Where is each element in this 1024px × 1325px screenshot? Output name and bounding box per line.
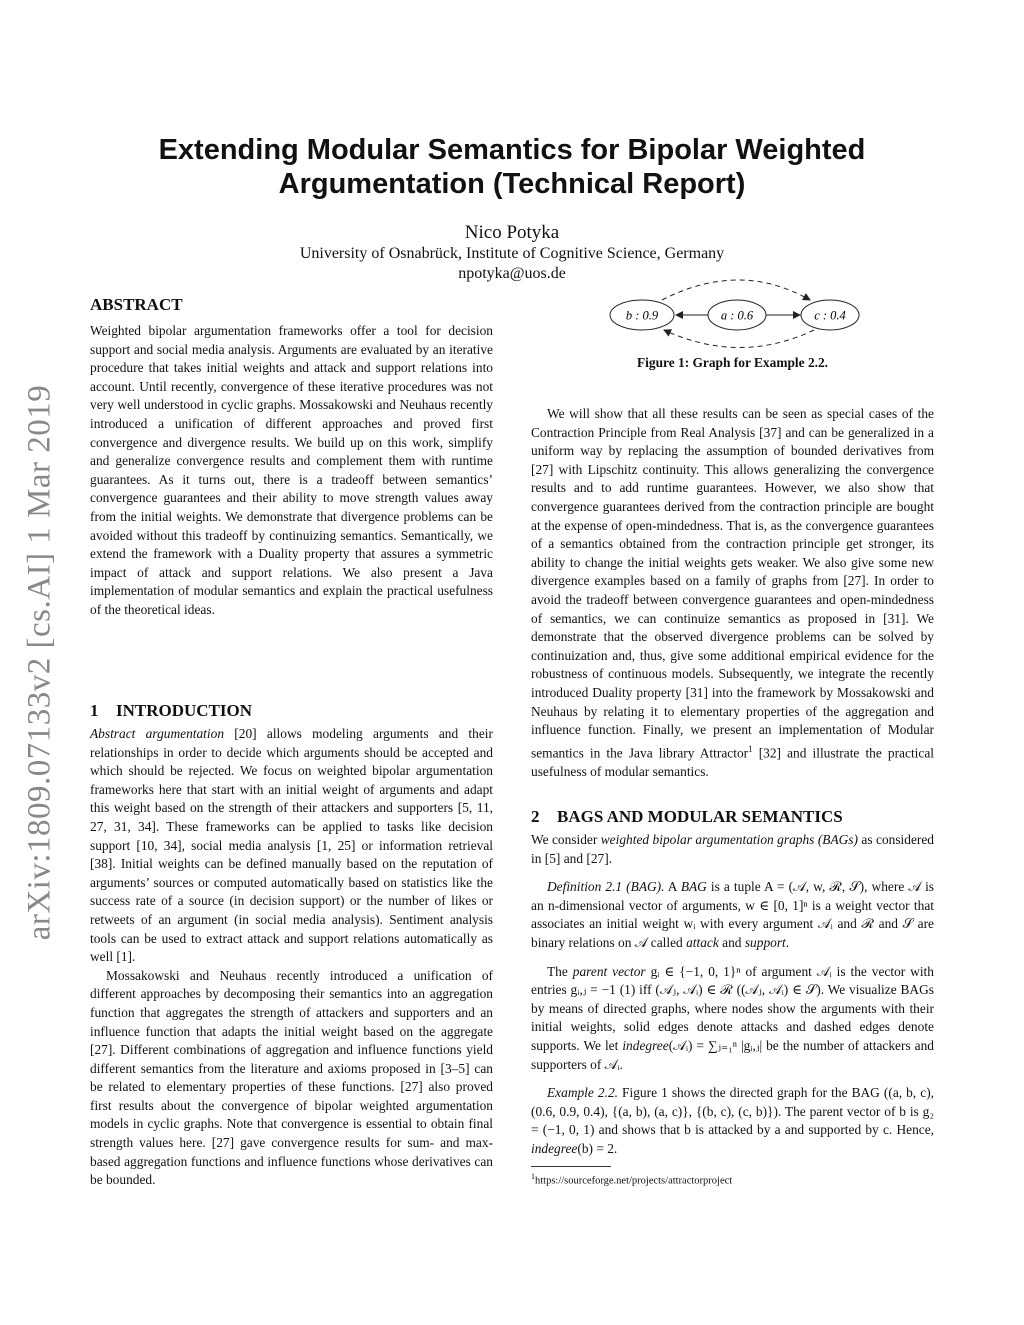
sec2-intro-a: We consider [531, 832, 601, 847]
def-em2: attack [686, 934, 719, 950]
author-email: npotyka@uos.de [458, 265, 566, 282]
sec2-intro-em: weighted bipolar argumentation graphs (BAGs) [600, 832, 858, 847]
arxiv-stamp-text: arXiv:1809.07133v2 [cs.AI] 1 Mar 2019 [21, 384, 58, 940]
parent-vector-paragraph [531, 963, 934, 1075]
footnote-1 [531, 1172, 732, 1187]
intro-p3-part1: We will show that all these results can be seen as special cases of the Contraction Principle from Real Analysis [37] and can be generalized in a uniform way by replacing the assumption of bounded derivatives from [27] with Lipschitz continuity. This allows generalizing the convergence results and to add runtime guarantees. However, we also show that convergence guarantees derived from the contraction principle are bought at the expense of open-mindedness. That is, as the convergence guarantees of a semantics obtained from the contraction principle get stronger, its ability to change the initial weights gets weaker. We also give some new divergence examples based on a family of graphs from [27]. In order to avoid the tradeoff between convergence guarantees and open-mindedness of semantics, we can continuize semantics as proposed in [31]. We demonstrate that the observed divergence problems can be solved by continuization and, thus, give some additional empirical evidence for the robustness of continuous models. Subsequently, we integrate the recently introduced Duality property [31] into the framework by Mossakowski and Neuhaus by relating it to elementary properties of the aggregation and influence function. Finally, we present an implementation of Modular semantics in the Java library Attractor [531, 406, 934, 761]
title-line-1: Extending Modular Semantics for Bipolar Weighted [158, 134, 866, 166]
node-a-label: a : 0.6 [720, 308, 754, 323]
intro-p1-rest: [20] allows modeling arguments and their relationships in order to decide which arguments should be accepted and which should be rejected. We focus on weighted bipolar argumentation frameworks here that start with an initial weight of arguments and adapt this weight based on the strength of their attackers and supporters [5, 11, 27, 31, 34]. These frameworks can be applied to tasks like decision support [10, 34], social media analysis [1, 25] or information retrieval [38]. Initial weights can be defined manually based on the reputation of arguments’ sources or computed automatically based on statistics like the success rate of a source (in decision support) or the number of likes or retweets of an argument (in social media analysis). Sentiment analysis tools can be used to extract attack and support relations automatically as well [1]. [90, 726, 493, 965]
footnote-marker: 1 [748, 743, 753, 754]
section-2-number: 2 [531, 807, 540, 826]
section-title: INTRODUCTION [116, 701, 253, 720]
node-c-label: c : 0.4 [814, 308, 846, 323]
author-name: Nico Potyka [464, 222, 560, 243]
pv-c: (𝒜ᵢ) = ∑ⱼ₌₁ⁿ |gᵢ,ⱼ| be the number of attackers and supporters of 𝒜ᵢ. [531, 1037, 934, 1072]
title-line-2: Argumentation (Technical Report) [278, 168, 746, 200]
section-number: 1 [90, 701, 99, 720]
footnote-1-mark: 1 [531, 1172, 535, 1181]
figure-1-graph [600, 270, 880, 354]
section-2-heading [531, 806, 934, 828]
pv-a: The [547, 963, 573, 979]
footnote-1-url[interactable]: https://sourceforge.net/projects/attractorproject [535, 1175, 733, 1187]
example-2-2 [531, 1084, 934, 1158]
intro-paragraph-1 [90, 725, 493, 967]
def-em1: BAG [680, 879, 707, 895]
section-2-title: BAGS AND MODULAR SEMANTICS [557, 807, 843, 826]
definition-2-1 [531, 878, 934, 952]
definition-label: Definition 2.1 (BAG). [547, 879, 665, 895]
paper-title [90, 133, 934, 201]
def-d: . [785, 934, 790, 950]
pv-b: gᵢ ∈ {−1, 0, 1}ⁿ of argument 𝒜ᵢ is the vector with entries gᵢ,ⱼ = −1 (1) iff (𝒜ⱼ, 𝒜ᵢ) ∈ ℛ ((𝒜ⱼ, 𝒜ᵢ) ∈ 𝒮). We visualize BAGs by means of directed graphs, where nodes show the arguments with their initial weights, solid edges denote attacks and dashed edges denote supports. We let [531, 963, 934, 1053]
intro-p3-part2: [32] and illustrate the practical usefulness of modular semantics. [531, 745, 934, 779]
support-edge-c-b [664, 330, 814, 348]
pv-em: parent vector [572, 963, 646, 979]
def-em3: support [744, 934, 786, 950]
node-b-label: b : 0.9 [625, 308, 659, 323]
abstract-heading: ABSTRACT [90, 295, 183, 314]
section-2 [531, 806, 934, 1159]
def-c: and [718, 934, 745, 950]
def-b: is a tuple A = (𝒜, w, ℛ, 𝒮), where 𝒜 is an n-dimensional vector of arguments, w ∈ [0, 1]ⁿ is a weight vector that associates an initial weight wᵢ with every argument 𝒜ᵢ and ℛ and 𝒮 are binary relations on 𝒜 called [531, 879, 935, 950]
intro-paragraph-2: Mossakowski and Neuhaus recently introduced a unification of different approaches by decomposing their semantics into an aggregation function that aggregates the strength of attackers and supporters and an influence function that adapts the initial weight based on the aggregate [27]. Different combinations of aggregation and influence functions yield different semantics from the literature and axioms proposed in [3–5] can be related to elementary properties of these functions. [27] also proved first results about the convergence of bipolar weighted argumentation models in cyclic graphs. Note that convergence is essential to obtain final strength values here. [27] gave convergence results for sum- and max-based aggregation functions and influence functions whose derivatives can be bounded. [90, 967, 493, 1188]
intro-p1-lead: Abstract argumentation [90, 726, 225, 741]
ex-em: indegree [531, 1140, 578, 1156]
introduction-heading [90, 700, 493, 722]
author-affiliation: University of Osnabrück, Institute of Cognitive Science, Germany [299, 245, 725, 262]
arxiv-stamp [16, 365, 64, 959]
footnote-rule [531, 1166, 611, 1167]
support-edge-b-c [662, 280, 810, 300]
ex-b: (b) = 2. [577, 1140, 618, 1156]
intro-paragraph-3 [531, 405, 934, 781]
ex-a: Figure 1 shows the directed graph for the BAG ((a, b, c), (0.6, 0.9, 0.4), {(a, b), (a, c)}, {(b, c), (c, b)}). The parent vector of b is g₂ = (−1, 0, 1) and shows that b is attacked by a and supported by c. Hence, [531, 1085, 935, 1138]
pv-em2: indegree [622, 1037, 669, 1053]
abstract-section [90, 294, 493, 620]
sec2-intro-b: as considered in [5] and [27]. [531, 832, 935, 866]
example-label: Example 2.2. [547, 1085, 618, 1101]
section-2-intro [531, 831, 934, 868]
introduction-section [90, 700, 493, 1190]
def-a: A [664, 879, 681, 895]
figure-1-caption: Figure 1: Graph for Example 2.2. [636, 355, 829, 370]
abstract-text: Weighted bipolar argumentation frameworks offer a tool for decision support and social media analysis. Arguments are evaluated by an iterative procedure that takes initial weights and attack and support relations into account. Until recently, convergence of these iterative procedures was not very well understood in cyclic graphs. Mossakowski and Neuhaus recently introduced a unification of different approaches and proved first convergence and divergence results. We build up on this work, simplify and generalize convergence results and complement them with runtime guarantees. As it turns out, there is a tradeoff between semantics’ convergence guarantees and their ability to move strength values away from the initial weights. We demonstrate that divergence problems can be avoided without this tradeoff by continuizing semantics. Semantically, we extend the framework with a Duality property that assures a symmetric impact of attack and support relations. We also present a Java implementation of modular semantics and explain the practical usefulness of the theoretical ideas. [90, 323, 493, 617]
intro-continued [531, 405, 934, 781]
